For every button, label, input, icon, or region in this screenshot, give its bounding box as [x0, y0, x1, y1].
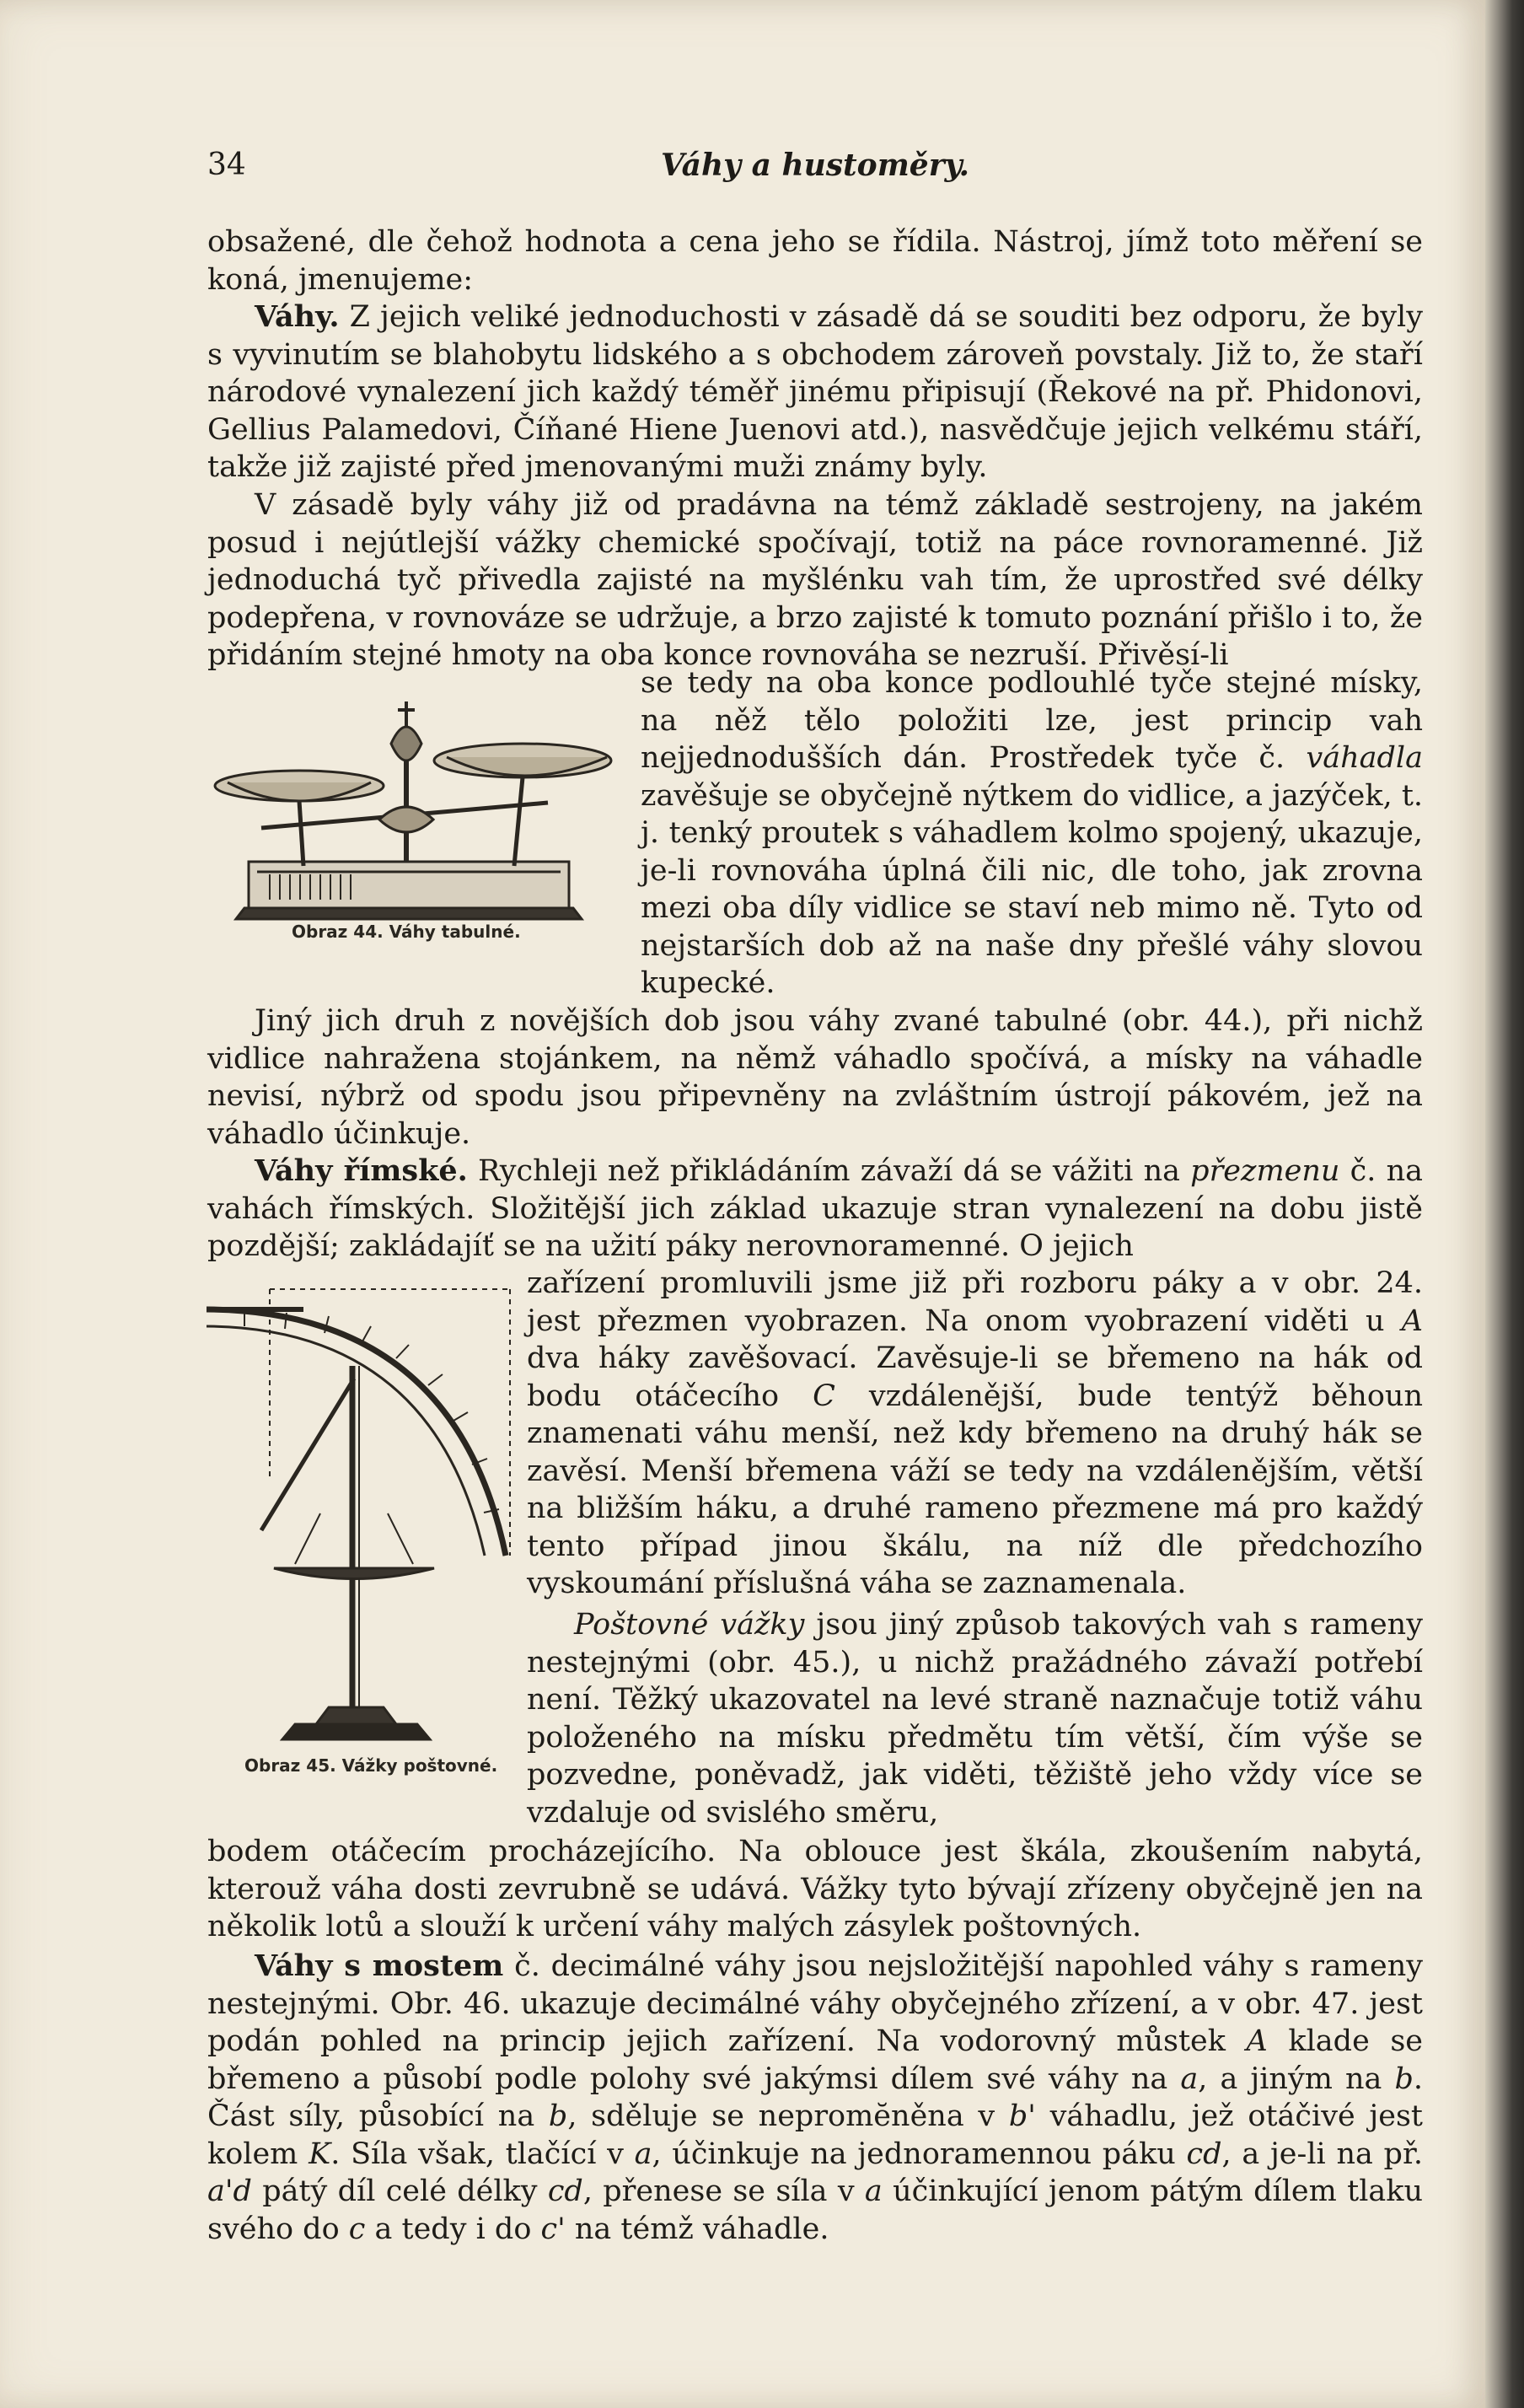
page-header	[207, 148, 1423, 198]
figure-44-caption: Obraz 44. Váhy tabulné.	[292, 922, 521, 942]
page-number: 34	[207, 148, 246, 182]
postal-scale-illustration	[194, 1277, 548, 1750]
paragraph-kupecke: se tedy na oba konce podlouhlé tyče stejné mísky, na něž tělo položiti lze, jest princip vah nejjednodušších dán. Prostředek tyče č. váhadla zavěšuje se obyčejně nýtkem do vidlice, a jazýček, t. j. tenký proutek s váhadlem kolmo spojený, ukazuje, je-li rovnováha úplná čili nic, dle toho, jak zrovna mezi oba díly vidlice se staví neb mimo ně. Tyto od nejstarších dob až na naše dny přešlé váhy slovou kupecké.	[641, 666, 1424, 1000]
paragraph-tabulne: Jiný jich druh z novějších dob jsou váhy zvané tabulné (obr. 44.), při nichž vidlice nahražena stojánkem, na němž váhadlo spočívá, a mísky na váhadle nevisí, nýbrž od spodu jsou připevněny na zvláštním ústrojí pákovém, jež na váhadlo účinkuje.	[207, 1004, 1423, 1151]
table-scale-illustration	[211, 693, 615, 933]
paragraph-zasada: V zásadě byly váhy již od pradávna na témž základě sestrojeny, na jakém posud i nejútlejší vážky chemické spočívají, totiž na páce rovnoramenné. Již jednoduchá tyč přivedla zajisté na myšlénku vah tím, že uprostřed své délky podepřena, v rovnováze se udržuje, a brzo zajisté k tomuto poznání přišlo i to, že přidáním stejné hmoty na oba konce rovnováha se nezruší. Přivěsí-li	[207, 488, 1423, 672]
paragraph-intro: obsažené, dle čehož hodnota a cena jeho se řídila. Nástroj, jímž toto měření se koná, jmenujeme:	[207, 225, 1423, 297]
paragraph-rimske: Váhy římské. Rychleji než přikládáním závaží dá se vážiti na přezmenu č. na vahách římských. Složitější jich základ ukazuje stran vynalezení na dobu jistě pozdější; zakládajíť se na užití páky nerovnoramenné. O jejich	[207, 1153, 1423, 1263]
running-title: Váhy a hustoměry.	[661, 148, 969, 183]
figure-45-caption: Obraz 45. Vážky poštovné.	[244, 1755, 498, 1776]
paragraph-vahy: Váhy. Z jejich veliké jednoduchosti v zásadě dá se souditi bez odporu, že byly s vyvinutím se blahobytu lidského a s obchodem zároveň povstaly. Již to, že staří národové vynalezení jich každý téměř jinému připisují (Řekové na př. Phidonovi, Gellius Palamedovi, Číňané Hiene Juenovi atd.), nasvědčuje jejich velkému stáří, takže již zajisté před jmenovanými muži známy byly.	[207, 299, 1423, 484]
paragraph-prezmen: zařízení promluvili jsme již při rozboru páky a v obr. 24. jest přezmen vyobrazen. Na onom vyobrazení viděti u A dva háky zavěšovací. Zavěsuje-li se břemeno na hák od bodu otáčecího C vzdálenější, bude tentýž běhoun znamenati váhu menší, než kdy břemeno na druhý hák se zavěsí. Menší břemena váží se tedy na vzdálenějším, větší na bližším háku, a druhé rameno přezmene má pro každý tento případ jinou škálu, na níž dle předchozího vyskoumání příslušná váha se zaznamenala.	[527, 1266, 1423, 1600]
paragraph-decimalne: Váhy s mostem č. decimálné váhy jsou nejsložitější napohled váhy s rameny nestejnými. Obr. 46. ukazuje decimálné váhy obyčejného zřízení, a v obr. 47. jest podán pohled na princip jejich zařízení. Na vodorovný můstek A klade se břemeno a působí podle polohy své jakýmsi dílem své váhy na a, a jiným na b. Část síly, působící na b, sděluje se nepromĕněna v b' váhadlu, jež otáčivé jest kolem K. Síla však, tlačící v a, účinkuje na jednoramennou páku cd, a je-li na př. a'd pátý díl celé délky cd, přenese se síla v a účinkující jenom pátým dílem tlaku svého do c a tedy i do c' na témž váhadle.	[207, 1948, 1424, 2246]
paragraph-skala: bodem otáčecím procházejícího. Na oblouce jest škála, zkoušením nabytá, kterouž váha dosti zevrubně se udává. Vážky tyto bývají zřízeny obyčejně jen na několik lotů a slouží k určení váhy malých zásylek poštovných.	[207, 1835, 1423, 1943]
book-spine-edge	[1485, 0, 1524, 2408]
paragraph-postovne: Poštovné vážky jsou jiný způsob takových vah s rameny nestejnými (obr. 45.), u nichž pražádného závaží potřebí není. Těžký ukazovatel na levé straně naznačuje totiž váhu položeného na mísku předmětu tím větší, čím výše se pozvedne, poněvadž, jak viděti, těžiště jeho vždy více se vzdaluje od svislého směru,	[527, 1608, 1423, 1830]
